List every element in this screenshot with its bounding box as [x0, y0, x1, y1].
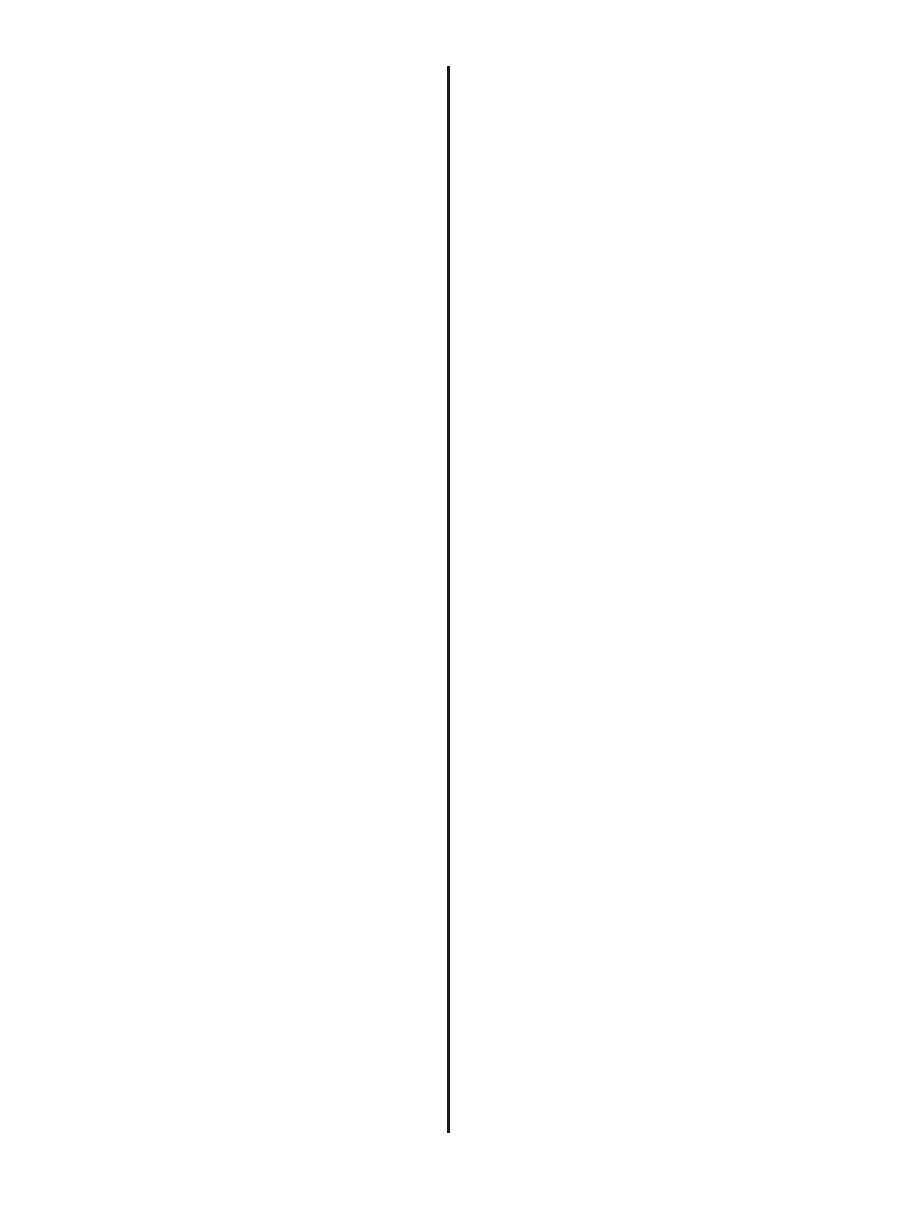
- toc-section: [462, 256, 806, 276]
- toc-section: [96, 983, 440, 1003]
- section-title: [96, 570, 440, 590]
- toc-section: [96, 66, 440, 86]
- section-title: [96, 66, 440, 86]
- section-title: [462, 256, 806, 276]
- toc-section: [96, 570, 440, 590]
- toc-section: [462, 664, 806, 684]
- column-divider: [447, 66, 450, 1133]
- section-title: [96, 983, 440, 1003]
- section-title: [462, 664, 806, 684]
